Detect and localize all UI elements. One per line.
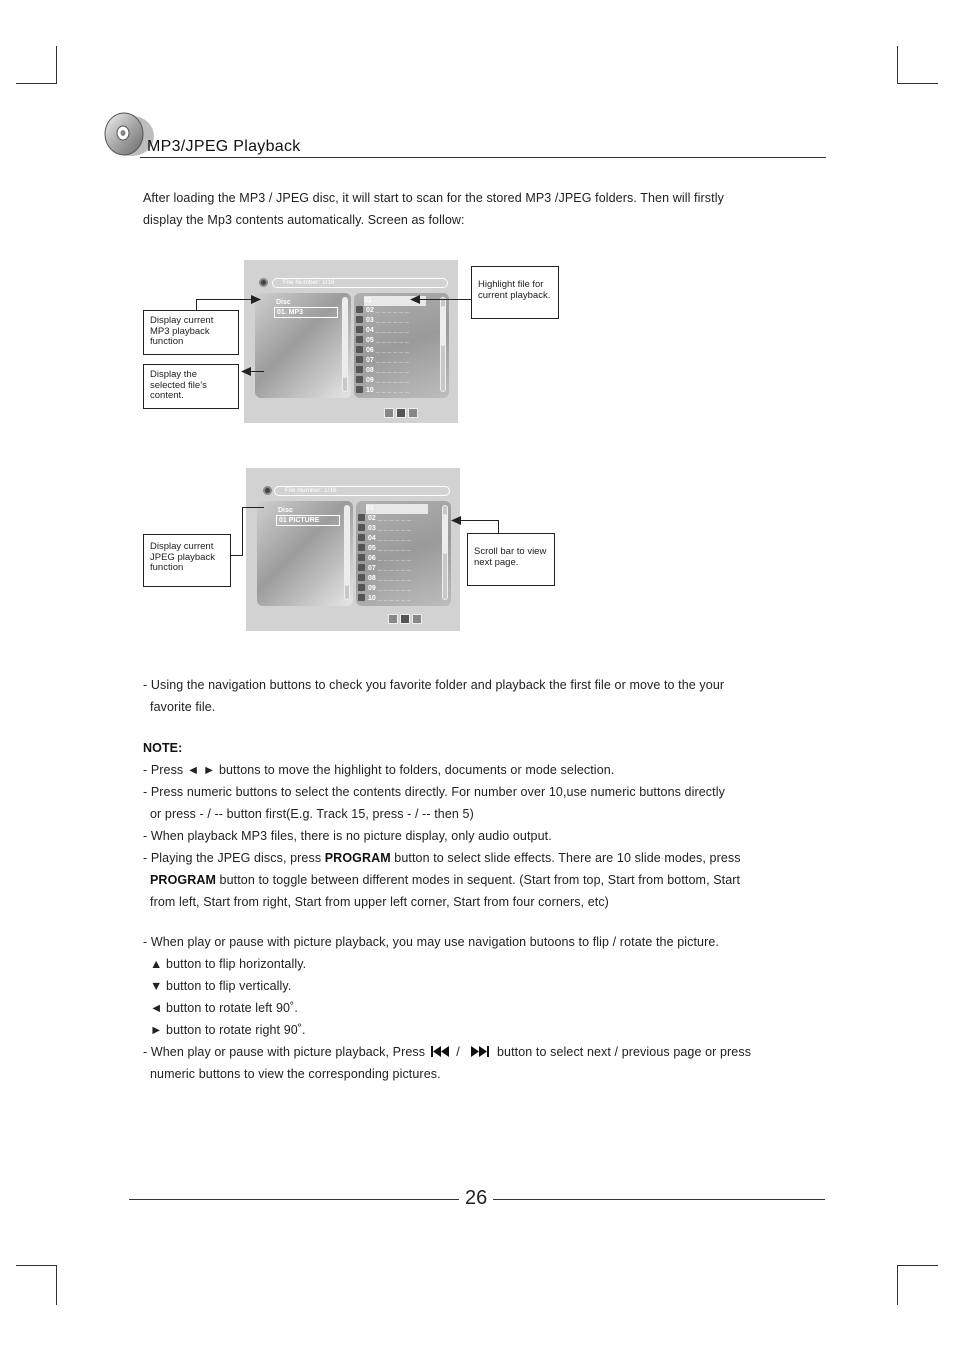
disc-small-icon: [263, 486, 272, 495]
nav-line: favorite file.: [150, 700, 216, 714]
music-icon: [356, 386, 363, 393]
page-title: MP3/JPEG Playback: [147, 138, 301, 155]
flip-horizontal-item: ▲ button to flip horizontally.: [150, 957, 307, 971]
picture-icon: [358, 524, 365, 531]
crop-mark: [16, 83, 56, 84]
music-icon: [356, 306, 363, 313]
picture-icon: [358, 544, 365, 551]
picture-row: 08 _ _ _ _ _ _: [358, 574, 411, 584]
scroll-bar: [440, 297, 446, 392]
rotate-right-item: ► button to rotate right 90˚.: [150, 1023, 306, 1037]
page-select-item: numeric buttons to view the corresponding pictures.: [150, 1067, 441, 1081]
skip-next-icon: [471, 1046, 489, 1057]
picture-icon: [358, 584, 365, 591]
footer-divider-left: [129, 1199, 459, 1200]
scroll-bar: [342, 297, 348, 392]
note-heading: NOTE:: [143, 741, 183, 755]
picture-row: 09 _ _ _ _ _ _: [358, 584, 411, 594]
note-item: - Press ◄ ► buttons to move the highlight to folders, documents or mode selection.: [143, 763, 615, 777]
picture-row: 10 _ _ _ _ _ _: [358, 594, 411, 604]
track-row: 05 _ _ _ _ _ _: [356, 336, 409, 346]
picture-row: 02 _ _ _ _ _ _: [358, 514, 411, 524]
rotate-left-item: ◄ button to rotate left 90˚.: [150, 1001, 298, 1015]
disc-small-icon: [259, 278, 268, 287]
file-number-bar: File Number: 1/16: [272, 278, 448, 288]
disc-row: Disc: [278, 507, 293, 514]
music-icon: [356, 376, 363, 383]
picture-row: 06 _ _ _ _ _ _: [358, 554, 411, 564]
page-number: 26: [465, 1187, 488, 1209]
intro-paragraph: [143, 187, 724, 231]
music-mode-icon: [384, 408, 394, 418]
mp3-screen-shot: [244, 260, 458, 423]
arrow-icon: [241, 367, 251, 376]
picture-icon: [358, 534, 365, 541]
page-select-item: - When play or pause with picture playback, Press / button to select next / previous page or press: [143, 1045, 752, 1059]
track-row: 02 _ _ _ _ _ _: [356, 306, 409, 316]
leader-line: [196, 299, 197, 310]
track-row: 03 _ _ _ _ _ _: [356, 316, 409, 326]
music-icon: [356, 346, 363, 353]
scroll-callout: Scroll bar to view next page.: [467, 533, 555, 586]
leader-line: [420, 299, 471, 300]
folder-panel: [257, 501, 353, 606]
scroll-bar: [344, 505, 350, 600]
file-panel: [356, 501, 451, 606]
folder-row-selected: 01 PICTURE: [276, 515, 340, 526]
folder-panel: [255, 293, 351, 398]
crop-mark: [898, 1265, 938, 1266]
crop-mark: [897, 46, 898, 84]
highlight-callout: Highlight file for current playback.: [471, 266, 559, 319]
arrow-icon: [251, 295, 261, 304]
picture-icon: [358, 574, 365, 581]
program-keyword: PROGRAM: [150, 873, 216, 887]
crop-mark: [16, 1265, 56, 1266]
note-item: - Press numeric buttons to select the contents directly. For number over 10,use numeric buttons directly: [143, 785, 725, 799]
movie-mode-icon: [408, 408, 418, 418]
music-icon: [356, 316, 363, 323]
jpeg-screen-shot: [246, 468, 460, 631]
picture-icon: [358, 514, 365, 521]
footer-divider-right: [493, 1199, 825, 1200]
note-item: or press - / -- button first(E.g. Track 15, press - / -- then 5): [150, 807, 474, 821]
picture-icon: [358, 564, 365, 571]
arrow-icon: [410, 295, 420, 304]
leader-line: [460, 520, 499, 521]
picture-row: 07 _ _ _ _ _ _: [358, 564, 411, 574]
crop-mark: [897, 1265, 898, 1305]
picture-row: 05 _ _ _ _ _ _: [358, 544, 411, 554]
note-item: from left, Start from right, Start from upper left corner, Start from four corners, etc): [150, 895, 609, 909]
arrow-icon: [451, 516, 461, 525]
picture-row: 03 _ _ _ _ _ _: [358, 524, 411, 534]
track-row: 08 _ _ _ _ _ _: [356, 366, 409, 376]
navigation-paragraph: [143, 674, 724, 718]
note-section: [143, 737, 741, 913]
music-icon: [356, 356, 363, 363]
picture-row: 04 _ _ _ _ _ _: [358, 534, 411, 544]
track-row: 10 _ _ _ _ _ _: [356, 386, 409, 396]
leader-line: [196, 299, 259, 300]
photo-mode-icon: [396, 408, 406, 418]
leader-line: [498, 520, 499, 533]
intro-line: display the Mp3 contents automatically. Screen as follow:: [143, 213, 465, 227]
leader-line: [242, 507, 264, 508]
mode-selector: [388, 611, 424, 623]
leader-line: [242, 507, 243, 556]
track-row: 07 _ _ _ _ _ _: [356, 356, 409, 366]
crop-mark: [56, 1265, 57, 1305]
header-divider: [140, 157, 826, 158]
note-item: PROGRAM button to toggle between different modes in sequent. (Start from top, Start from bottom, Start: [150, 873, 741, 887]
selected-content-callout: Display the selected file’s content.: [143, 364, 239, 409]
file-number-bar: File Number: 1/16: [274, 486, 450, 496]
skip-previous-icon: [431, 1046, 449, 1057]
music-icon: [356, 366, 363, 373]
file-panel: [354, 293, 449, 398]
note-item: - When playback MP3 files, there is no picture display, only audio output.: [143, 829, 552, 843]
picture-icon: [358, 594, 365, 601]
picture-icon: [358, 554, 365, 561]
music-icon: [356, 326, 363, 333]
picture-controls-section: [143, 931, 751, 1085]
mode-selector: [384, 405, 420, 417]
nav-line: - Using the navigation buttons to check you favorite folder and playback the first file or move to the your: [143, 678, 725, 692]
intro-line: After loading the MP3 / JPEG disc, it will start to scan for the stored MP3 /JPEG folders. Then will firstly: [143, 191, 724, 205]
movie-mode-icon: [412, 614, 422, 624]
track-row: 09 _ _ _ _ _ _: [356, 376, 409, 386]
mp3-function-callout: Display current MP3 playback function: [143, 310, 239, 355]
crop-mark: [898, 83, 938, 84]
track-row: 06 _ _ _ _ _ _: [356, 346, 409, 356]
note-item: - Playing the JPEG discs, press PROGRAM button to select slide effects. There are 10 slide modes, press: [143, 851, 741, 865]
crop-mark: [56, 46, 57, 84]
music-mode-icon: [388, 614, 398, 624]
disc-row: Disc: [276, 299, 291, 306]
picture-line: - When play or pause with picture playback, you may use navigation butoons to flip / rotate the picture.: [143, 935, 719, 949]
jpeg-function-callout: Display current JPEG playback function: [143, 534, 231, 587]
track-row: 04 _ _ _ _ _ _: [356, 326, 409, 336]
folder-row-selected: 01. MP3: [274, 307, 338, 318]
track-row-selected: 01: [364, 296, 426, 306]
photo-mode-icon: [400, 614, 410, 624]
flip-vertical-item: ▼ button to flip vertically.: [150, 979, 292, 993]
track-row-selected: 01: [366, 504, 428, 514]
music-icon: [356, 336, 363, 343]
scroll-bar: [442, 505, 448, 600]
program-keyword: PROGRAM: [324, 851, 391, 865]
